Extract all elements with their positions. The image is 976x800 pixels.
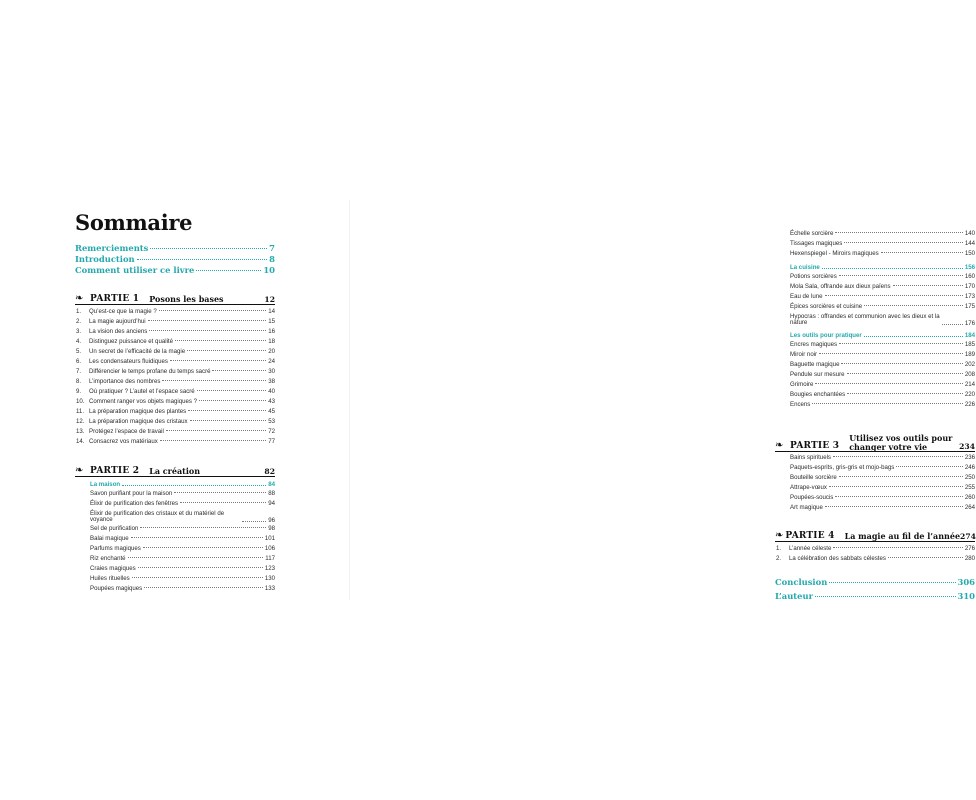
toc-item-label: La vision des anciens	[89, 328, 148, 335]
toc-item-page: 96	[268, 517, 275, 524]
leader-dots	[212, 370, 266, 371]
leader-dots	[839, 343, 963, 344]
toc-item-label: Parfums magiques	[90, 545, 141, 552]
leader-dots	[128, 557, 264, 558]
leader-dots	[187, 350, 266, 351]
toc-item-label: Huiles rituelles	[90, 575, 130, 582]
toc-item[interactable]	[775, 250, 975, 260]
toc-item-page: 53	[268, 418, 275, 425]
toc-item-page: 24	[268, 358, 275, 365]
toc-item[interactable]	[75, 555, 275, 565]
toc-item-page: 133	[264, 585, 275, 592]
toc-item[interactable]	[775, 494, 975, 504]
toc-left-column	[75, 243, 275, 595]
leader-dots	[819, 353, 963, 354]
toc-item[interactable]	[75, 575, 275, 585]
toc-item-page: 185	[964, 341, 975, 348]
toc-item-label: Qu’est-ce que la magie ?	[89, 308, 157, 315]
toc-item-page: 98	[268, 525, 275, 532]
leader-dots	[150, 248, 267, 249]
toc-item[interactable]	[75, 535, 275, 545]
toc-item[interactable]	[775, 351, 975, 361]
toc-item-label: Pendule sur mesure	[790, 371, 845, 378]
toc-item[interactable]	[75, 398, 275, 408]
part-2-heading[interactable]	[75, 458, 275, 477]
part-label: PARTIE 1	[90, 294, 140, 304]
toc-item-label: Baguette magique	[790, 361, 840, 368]
toc-item[interactable]	[75, 418, 275, 428]
item-number: 3.	[76, 328, 82, 335]
part-page: 12	[264, 295, 275, 304]
toc-item-label: Art magique	[790, 504, 823, 511]
toc-entry-label: Introduction	[75, 254, 135, 264]
leader-dots	[841, 363, 962, 364]
item-number: 9.	[76, 388, 82, 395]
item-number: 5.	[76, 348, 82, 355]
toc-item-page: 45	[268, 408, 275, 415]
toc-item-page: 276	[964, 545, 975, 552]
toc-item-page: 88	[268, 490, 275, 497]
toc-entry-introduction[interactable]	[75, 254, 275, 265]
toc-item[interactable]	[75, 545, 275, 555]
leader-dots	[170, 360, 266, 361]
toc-entry-page: 306	[957, 577, 975, 587]
toc-item[interactable]	[775, 230, 975, 240]
item-number: 7.	[76, 368, 82, 375]
toc-item-label: Hexenspiegel - Miroirs magiques	[790, 250, 879, 257]
toc-item[interactable]	[775, 484, 975, 494]
leader-dots	[825, 506, 963, 507]
part-page: 82	[264, 467, 275, 476]
toc-item-page: 255	[964, 484, 975, 491]
toc-entry-page: 8	[269, 254, 275, 264]
section-label: La maison	[90, 481, 121, 488]
leader-dots	[829, 486, 963, 487]
toc-item[interactable]	[775, 555, 975, 565]
leader-dots	[864, 336, 963, 337]
leader-dots	[149, 330, 266, 331]
fleur-ornament-icon: ❧	[775, 440, 784, 451]
toc-item-label: Riz enchanté	[90, 555, 126, 562]
section-les-outils[interactable]	[775, 328, 975, 341]
toc-item-label: Poupées-soucis	[790, 494, 834, 501]
section-page: 84	[268, 481, 275, 488]
toc-item[interactable]	[775, 381, 975, 391]
leader-dots	[829, 582, 955, 583]
toc-item-label: Encres magiques	[790, 341, 838, 348]
toc-item-label: Attrape-vœux	[790, 484, 827, 491]
toc-item-page: 38	[268, 378, 275, 385]
part-title: Utilisez vos outils pour changer votre vie	[849, 433, 953, 452]
part-label: PARTIE 2	[90, 466, 140, 476]
toc-item-label: Élixir de purification des cristaux et du matériel de voyance	[90, 509, 225, 524]
toc-item-page: 160	[964, 273, 975, 280]
toc-item[interactable]	[75, 438, 275, 448]
leader-dots	[896, 466, 963, 467]
toc-item-page: 40	[268, 388, 275, 395]
item-number: 13.	[76, 428, 85, 435]
toc-item-page: 117	[265, 555, 275, 562]
toc-item-label: Encens	[790, 401, 811, 408]
toc-item-label: Paquets-esprits, gris-gris et mojo-bags	[790, 464, 895, 471]
toc-item[interactable]	[75, 358, 275, 368]
toc-item-label: Consacrez vos matériaux	[89, 438, 158, 445]
toc-item[interactable]	[775, 504, 975, 514]
toc-item[interactable]	[75, 428, 275, 438]
leader-dots	[844, 242, 963, 243]
leader-dots	[825, 295, 963, 296]
leader-dots	[199, 400, 266, 401]
toc-item[interactable]	[75, 388, 275, 398]
item-number: 14.	[76, 438, 85, 445]
toc-item-label: Craies magiques	[90, 565, 136, 572]
part-1-heading[interactable]	[75, 286, 275, 305]
toc-item-label: Bougies enchantées	[790, 391, 846, 398]
toc-item-label: Protégez l’espace de travail	[89, 428, 164, 435]
toc-item[interactable]	[775, 454, 975, 464]
toc-item[interactable]	[775, 371, 975, 381]
toc-entry-page: 310	[957, 591, 975, 601]
toc-item-page: 264	[964, 504, 975, 511]
toc-item-label: Hypocras : offrandes et communion avec les dieux et la nature	[790, 312, 940, 327]
leader-dots	[140, 527, 266, 528]
right-page	[350, 0, 976, 800]
toc-entry-label: Comment utiliser ce livre	[75, 265, 195, 275]
leader-dots	[242, 521, 266, 522]
toc-item-page: 250	[964, 474, 975, 481]
toc-item[interactable]	[775, 545, 975, 555]
toc-item[interactable]	[75, 510, 275, 525]
leader-dots	[162, 380, 266, 381]
item-number: 10.	[76, 398, 85, 405]
leader-dots	[942, 324, 963, 325]
leader-dots	[174, 492, 266, 493]
item-number: 6.	[76, 358, 82, 365]
toc-item[interactable]	[75, 308, 275, 318]
toc-item-page: 94	[268, 500, 275, 507]
toc-item[interactable]	[775, 464, 975, 474]
toc-item-label: Les condensateurs fluidiques	[89, 358, 168, 365]
left-page	[0, 0, 350, 800]
toc-item-label: Sel de purification	[90, 525, 139, 532]
section-page: 156	[964, 264, 975, 271]
toc-item[interactable]	[775, 401, 975, 411]
toc-item-page: 43	[268, 398, 275, 405]
toc-item-label: L’année céleste	[789, 545, 832, 552]
toc-item-page: 226	[964, 401, 975, 408]
toc-item-page: 176	[964, 320, 975, 327]
toc-item[interactable]	[75, 318, 275, 328]
leader-dots	[839, 476, 963, 477]
part-label: PARTIE 3	[790, 441, 840, 451]
toc-item-page: 150	[964, 250, 975, 257]
part-4-heading[interactable]	[775, 523, 975, 542]
leader-dots	[131, 537, 263, 538]
toc-item[interactable]	[775, 474, 975, 484]
toc-item-label: Mola Sala, offrande aux dieux païens	[790, 283, 891, 290]
section-label: La cuisine	[790, 264, 820, 271]
toc-entry-label: L’auteur	[775, 591, 814, 601]
toc-item-page: 260	[964, 494, 975, 501]
section-la-maison[interactable]	[75, 477, 275, 490]
item-number: 11.	[76, 408, 85, 415]
item-number: 1.	[76, 308, 82, 315]
toc-entry-label: Conclusion	[775, 577, 828, 587]
leader-dots	[159, 310, 266, 311]
toc-item-page: 14	[268, 308, 275, 315]
toc-item[interactable]	[75, 500, 275, 510]
toc-item-page: 220	[964, 391, 975, 398]
toc-right-column	[775, 230, 975, 602]
section-la-cuisine[interactable]	[775, 260, 975, 273]
toc-item[interactable]	[775, 313, 975, 328]
leader-dots	[835, 496, 962, 497]
toc-entry-page: 10	[263, 265, 275, 275]
toc-entry-comment-utiliser[interactable]	[75, 265, 275, 276]
toc-item-label: Tissages magiques	[790, 240, 843, 247]
toc-item-page: 18	[268, 338, 275, 345]
toc-item[interactable]	[775, 293, 975, 303]
leader-dots	[815, 596, 956, 597]
leader-dots	[190, 420, 267, 421]
toc-item[interactable]	[75, 490, 275, 500]
toc-entry-auteur[interactable]	[775, 591, 975, 602]
toc-item[interactable]	[775, 341, 975, 351]
toc-item[interactable]	[775, 361, 975, 371]
toc-item-label: Élixir de purification des fenêtres	[90, 500, 179, 507]
toc-item-page: 30	[268, 368, 275, 375]
leader-dots	[143, 547, 263, 548]
leader-dots	[180, 502, 266, 503]
toc-item-label: Savon purifiant pour la maison	[90, 490, 173, 497]
toc-item-label: Grimoire	[790, 381, 814, 388]
toc-item[interactable]	[775, 273, 975, 283]
leader-dots	[847, 373, 963, 374]
toc-item[interactable]	[75, 328, 275, 338]
part-label: PARTIE 4	[785, 531, 835, 541]
toc-item-label: Échelle sorcière	[790, 230, 834, 237]
toc-item-page: 189	[964, 351, 975, 358]
toc-item-page: 144	[964, 240, 975, 247]
toc-item[interactable]	[75, 525, 275, 535]
toc-item-page: 123	[264, 565, 275, 572]
toc-item-page: 130	[264, 575, 275, 582]
toc-entry-page: 7	[269, 243, 275, 253]
section-page: 184	[964, 332, 975, 339]
leader-dots	[148, 320, 267, 321]
leader-dots	[122, 485, 266, 486]
toc-entry-label: Remerciements	[75, 243, 149, 253]
leader-dots	[144, 587, 263, 588]
toc-item-label: Différencier le temps profane du temps sacré	[89, 368, 211, 375]
toc-item-page: 202	[964, 361, 975, 368]
toc-item-label: Miroir noir	[790, 351, 818, 358]
part-title: La magie au fil de l’année	[844, 531, 961, 541]
toc-item[interactable]	[775, 240, 975, 250]
leader-dots	[893, 285, 963, 286]
leader-dots	[847, 393, 963, 394]
leader-dots	[137, 259, 268, 260]
part-3-heading[interactable]	[775, 425, 975, 452]
toc-item-label: Distinguez puissance et qualité	[89, 338, 174, 345]
leader-dots	[196, 270, 261, 271]
toc-item-label: La préparation magique des cristaux	[89, 418, 188, 425]
toc-item-page: 236	[964, 454, 975, 461]
toc-item-page: 16	[268, 328, 275, 335]
leader-dots	[812, 403, 963, 404]
toc-item-label: La préparation magique des plantes	[89, 408, 187, 415]
toc-entry-remerciements[interactable]	[75, 243, 275, 254]
toc-item-page: 106	[264, 545, 275, 552]
leader-dots	[881, 252, 963, 253]
leader-dots	[138, 567, 263, 568]
part-page: 274	[960, 532, 976, 541]
toc-item-label: Poupées magiques	[90, 585, 143, 592]
item-number: 12.	[76, 418, 85, 425]
toc-item-page: 20	[268, 348, 275, 355]
item-number: 8.	[76, 378, 82, 385]
page-title: Sommaire	[75, 210, 193, 235]
leader-dots	[864, 305, 963, 306]
item-number: 2.	[776, 555, 782, 562]
toc-item-label: L’importance des nombres	[89, 378, 161, 385]
leader-dots	[839, 275, 963, 276]
leader-dots	[888, 557, 963, 558]
toc-item-label: Où pratiquer ? L’autel et l’espace sacré	[89, 388, 195, 395]
toc-item[interactable]	[75, 368, 275, 378]
toc-item-label: Un secret de l’efficacité de la magie	[89, 348, 186, 355]
leader-dots	[132, 577, 263, 578]
toc-item[interactable]	[75, 408, 275, 418]
toc-item-page: 214	[964, 381, 975, 388]
toc-item-page: 72	[268, 428, 275, 435]
leader-dots	[188, 410, 266, 411]
item-number: 4.	[76, 338, 82, 345]
leader-dots	[833, 547, 962, 548]
leader-dots	[835, 232, 962, 233]
fleur-ornament-icon: ❧	[75, 465, 84, 476]
fleur-ornament-icon: ❧	[775, 530, 784, 541]
item-number: 1.	[776, 545, 782, 552]
toc-item[interactable]	[75, 348, 275, 358]
part-title: La création	[149, 466, 201, 476]
toc-item-page: 15	[268, 318, 275, 325]
toc-entry-conclusion[interactable]	[775, 577, 975, 588]
toc-item-label: Eau de lune	[790, 293, 823, 300]
leader-dots	[815, 383, 962, 384]
toc-item[interactable]	[775, 391, 975, 401]
toc-item-page: 246	[964, 464, 975, 471]
leader-dots	[175, 340, 266, 341]
toc-item-page: 140	[964, 230, 975, 237]
toc-item-label: Bains spirituels	[790, 454, 831, 461]
toc-item-label: Bouteille sorcière	[790, 474, 837, 481]
leader-dots	[822, 268, 963, 269]
leader-dots	[197, 390, 267, 391]
toc-item-page: 77	[268, 438, 275, 445]
toc-item[interactable]	[775, 303, 975, 313]
toc-item[interactable]	[75, 585, 275, 595]
fleur-ornament-icon: ❧	[75, 293, 84, 304]
toc-item-page: 280	[964, 555, 975, 562]
toc-item[interactable]	[775, 283, 975, 293]
toc-item-label: Balai magique	[90, 535, 129, 542]
toc-item-label: Potions sorcières	[790, 273, 837, 280]
toc-item-page: 170	[964, 283, 975, 290]
toc-item[interactable]	[75, 378, 275, 388]
toc-item-page: 175	[964, 303, 975, 310]
part-title: Posons les bases	[149, 294, 224, 304]
toc-item[interactable]	[75, 565, 275, 575]
section-label: Les outils pour pratiquer	[790, 332, 862, 339]
toc-item-label: La magie aujourd’hui	[89, 318, 146, 325]
toc-item-label: La célébration des sabbats célestes	[789, 555, 886, 562]
toc-item-label: Épices sorcières et cuisine	[790, 303, 863, 310]
toc-item-page: 101	[264, 535, 275, 542]
item-number: 2.	[76, 318, 82, 325]
leader-dots	[160, 440, 266, 441]
toc-item-label: Comment ranger vos objets magiques ?	[89, 398, 198, 405]
leader-dots	[166, 430, 266, 431]
toc-item[interactable]	[75, 338, 275, 348]
leader-dots	[833, 456, 963, 457]
part-page: 234	[959, 442, 975, 451]
toc-item-page: 173	[964, 293, 975, 300]
toc-item-page: 208	[964, 371, 975, 378]
